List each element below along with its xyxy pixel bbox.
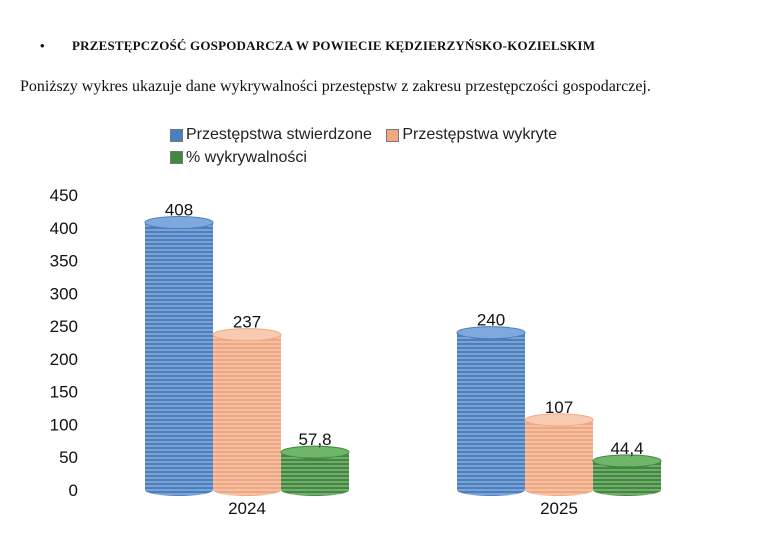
bar-bottom-texture: [281, 484, 349, 496]
bar-2024-2: [281, 446, 349, 496]
y-tick-label: 450: [49, 186, 78, 205]
y-tick-label: 350: [49, 251, 78, 271]
bar-2025-2: [593, 455, 661, 496]
bar-texture: [213, 335, 281, 490]
data-label: 107: [544, 397, 574, 417]
y-tick-label: 200: [49, 349, 78, 369]
data-label: 57,8: [298, 430, 332, 450]
heading-text: PRZESTĘPCZOŚĆ GOSPODARCZA W POWIECIE KĘDZIERZYŃSKO-KOZIELSKIM: [72, 38, 596, 53]
bar-bottom-texture: [525, 484, 593, 496]
bar-texture: [457, 333, 525, 490]
bar-bottom-texture: [213, 484, 281, 496]
data-label: 237: [232, 312, 262, 332]
data-label: 240: [476, 310, 506, 330]
bar-bottom-texture: [593, 484, 661, 496]
bar-texture: [145, 223, 213, 490]
bar-2024-0: [145, 217, 213, 496]
y-tick-label: 100: [49, 415, 78, 435]
bar-2025-1: [525, 414, 593, 496]
x-category-label: 2025: [540, 499, 578, 518]
data-label: 408: [164, 200, 194, 220]
y-tick-label: 150: [49, 382, 78, 402]
bullet-icon: •: [40, 38, 45, 53]
y-tick-label: 400: [49, 218, 78, 238]
bar-bottom-texture: [145, 484, 213, 496]
bar-texture: [525, 420, 593, 490]
data-label: 44,4: [610, 438, 644, 458]
y-tick-label: 50: [59, 448, 78, 468]
bar-2024-1: [213, 329, 281, 496]
bar-bottom-texture: [457, 484, 525, 496]
x-category-label: 2024: [228, 499, 266, 518]
legend-label-stwierdzone: Przestępstwa stwierdzone: [186, 126, 372, 143]
intro-paragraph: Poniższy wykres ukazuje dane wykrywalności przestępstw z zakresu przestępczości gospodarczej.: [20, 78, 651, 95]
legend-label-wykrywalnosc: % wykrywalności: [186, 148, 307, 166]
legend-label-wykryte: Przestępstwa wykryte: [402, 126, 558, 143]
y-tick-label: 0: [68, 481, 78, 500]
bar-2025-0: [457, 327, 525, 496]
y-tick-label: 300: [49, 284, 78, 304]
y-tick-label: 250: [49, 317, 78, 337]
